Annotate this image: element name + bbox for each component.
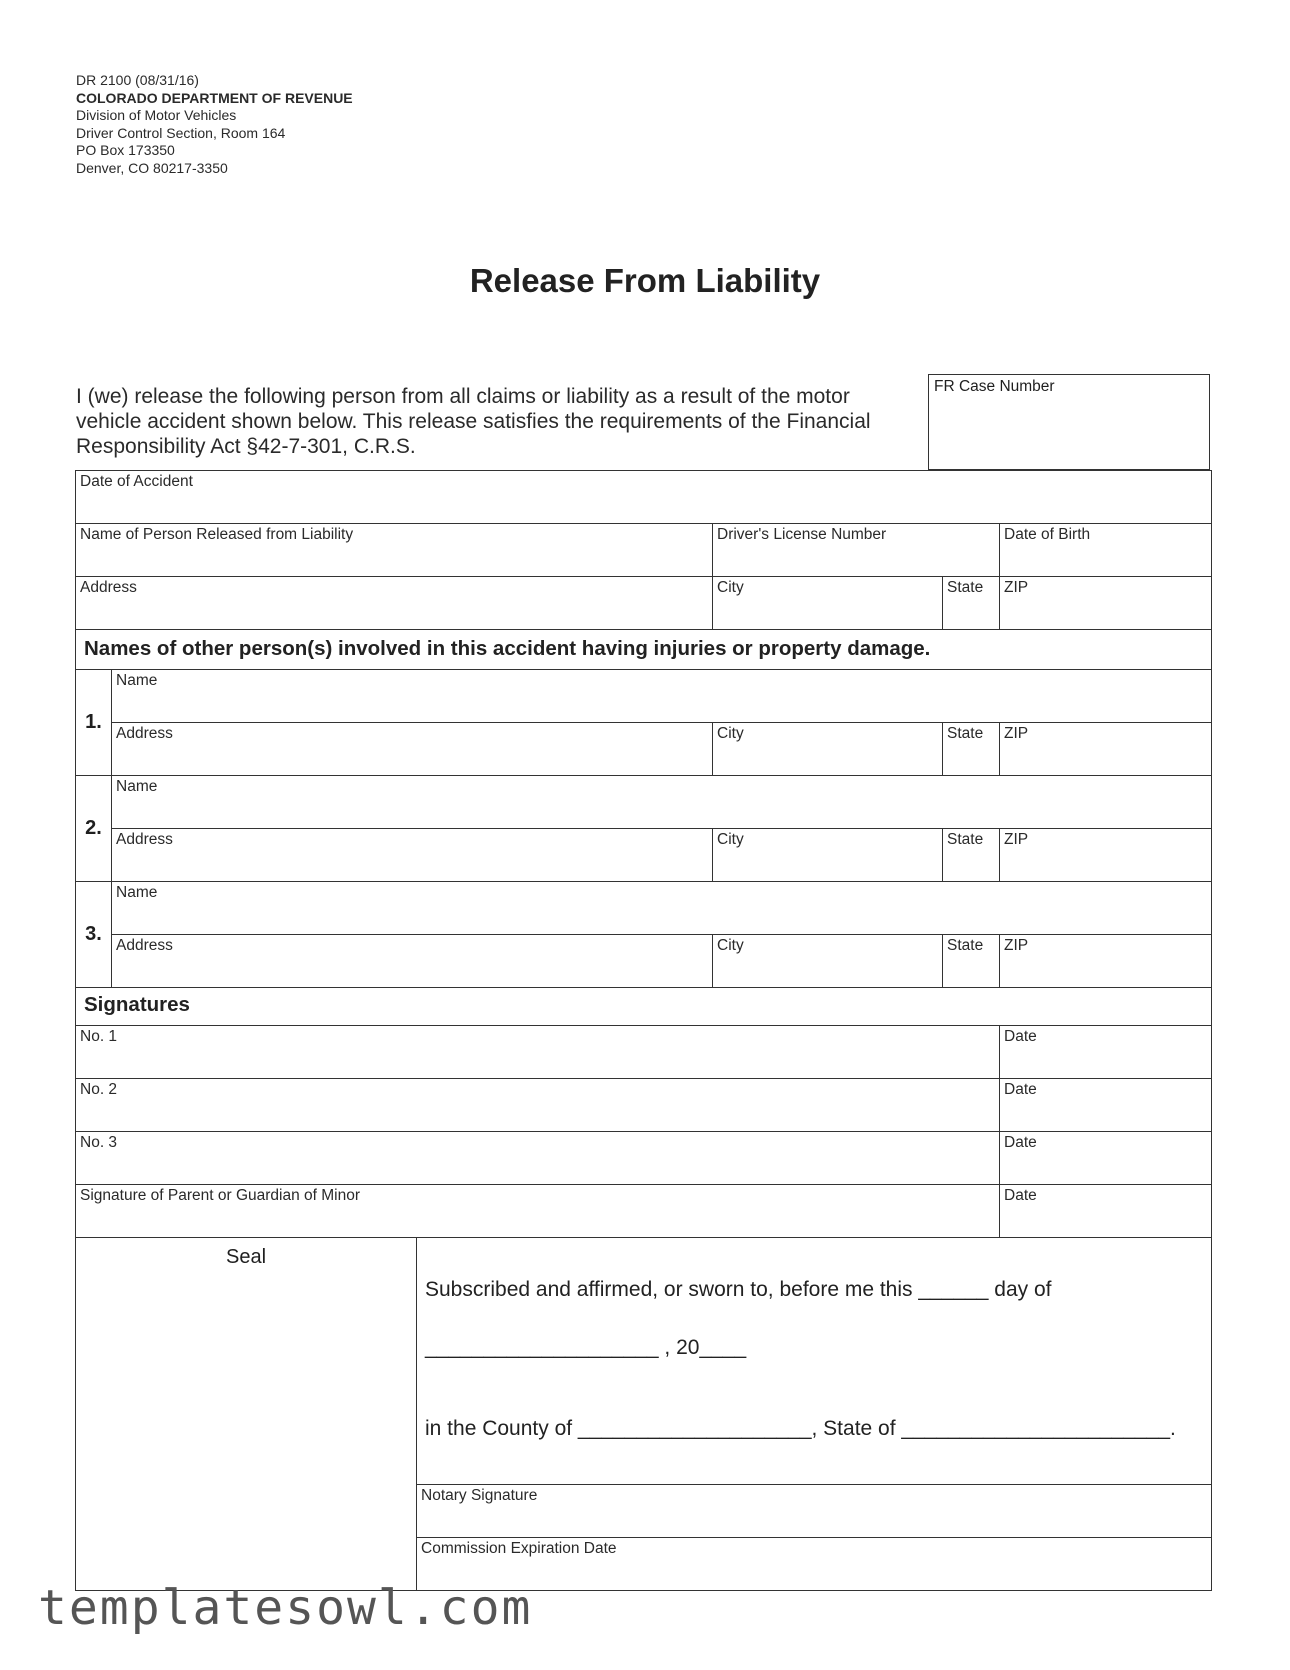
person-3-name-field[interactable] xyxy=(112,882,1212,935)
person-number: 2. xyxy=(76,776,112,882)
notary-line-2: ____________________ , 20____ xyxy=(425,1336,747,1359)
state-label: State xyxy=(947,937,984,954)
signature-1-date-field[interactable] xyxy=(1000,1026,1212,1079)
signature-2-field[interactable] xyxy=(76,1079,1000,1132)
zip-label: ZIP xyxy=(1004,937,1029,954)
signature-1-field[interactable] xyxy=(76,1026,1000,1079)
guardian-signature-field[interactable] xyxy=(76,1185,1000,1238)
form-id: DR 2100 (08/31/16) xyxy=(76,72,199,88)
fr-case-number-label: FR Case Number xyxy=(934,378,1055,395)
form-header xyxy=(76,72,353,178)
date-of-accident-field[interactable] xyxy=(76,471,1212,524)
person-2-state-field[interactable] xyxy=(943,829,1000,882)
signature-label: No. 3 xyxy=(80,1134,118,1151)
signature-3-date-field[interactable] xyxy=(1000,1132,1212,1185)
released-address-field[interactable] xyxy=(76,577,713,630)
released-state-field[interactable] xyxy=(943,577,1000,630)
license-number-field[interactable] xyxy=(713,524,1000,577)
watermark: templatesowl.com xyxy=(38,1580,533,1636)
page-title: Release From Liability xyxy=(469,262,821,299)
zip-label: ZIP xyxy=(1004,831,1029,848)
address-label: Address xyxy=(80,579,137,596)
released-name-field[interactable] xyxy=(76,524,713,577)
zip-label: ZIP xyxy=(1004,725,1029,742)
notary-line-1: Subscribed and affirmed, or sworn to, before me this ______ day of xyxy=(425,1278,1052,1301)
release-form-table xyxy=(75,470,1212,1591)
date-label: Date xyxy=(1004,1081,1037,1098)
released-zip-field[interactable] xyxy=(1000,577,1212,630)
name-label: Name xyxy=(116,672,158,689)
intro-text: I (we) release the following person from all claims or liability as a result of the motor vehicle accident shown below. This release satisfies the requirements of the Financial Responsibility Act §42-7-301, C.R.S. xyxy=(76,385,871,458)
city-label: City xyxy=(717,579,744,596)
date-label: Date xyxy=(1004,1187,1037,1204)
section-name: Driver Control Section, Room 164 xyxy=(76,124,286,141)
seal-area xyxy=(76,1238,417,1591)
date-label: Date xyxy=(1004,1134,1037,1151)
signature-label: No. 1 xyxy=(80,1028,118,1045)
person-3-zip-field[interactable] xyxy=(1000,935,1212,988)
person-1-address-field[interactable] xyxy=(112,723,713,776)
address-label: Address xyxy=(116,725,173,742)
person-1-state-field[interactable] xyxy=(943,723,1000,776)
signature-3-field[interactable] xyxy=(76,1132,1000,1185)
name-label: Name xyxy=(116,778,158,795)
name-label: Name xyxy=(116,884,158,901)
fr-case-number-field[interactable] xyxy=(928,374,1210,470)
notary-line-3: in the County of ____________________, State of _______________________. xyxy=(425,1417,1176,1440)
notary-signature-label: Notary Signature xyxy=(421,1487,538,1504)
date-of-birth-label: Date of Birth xyxy=(1004,526,1091,543)
guardian-signature-label: Signature of Parent or Guardian of Minor xyxy=(80,1187,361,1204)
notary-signature-field[interactable] xyxy=(417,1485,1212,1538)
city-label: City xyxy=(717,725,744,742)
person-1-name-field[interactable] xyxy=(112,670,1212,723)
commission-expiration-label: Commission Expiration Date xyxy=(421,1540,617,1557)
notary-statement xyxy=(417,1238,1212,1485)
commission-expiration-field[interactable] xyxy=(417,1538,1212,1591)
person-2-city-field[interactable] xyxy=(713,829,943,882)
released-city-field[interactable] xyxy=(713,577,943,630)
person-3-address-field[interactable] xyxy=(112,935,713,988)
person-2-name-field[interactable] xyxy=(112,776,1212,829)
address-label: Address xyxy=(116,937,173,954)
date-of-birth-field[interactable] xyxy=(1000,524,1212,577)
guardian-date-field[interactable] xyxy=(1000,1185,1212,1238)
person-3-city-field[interactable] xyxy=(713,935,943,988)
state-label: State xyxy=(947,831,984,848)
date-label: Date xyxy=(1004,1028,1037,1045)
released-name-label: Name of Person Released from Liability xyxy=(80,526,354,543)
person-number: 1. xyxy=(76,670,112,776)
license-number-label: Driver's License Number xyxy=(717,526,887,543)
city-label: City xyxy=(717,831,744,848)
person-1-zip-field[interactable] xyxy=(1000,723,1212,776)
state-label: State xyxy=(947,725,984,742)
person-3-state-field[interactable] xyxy=(943,935,1000,988)
other-persons-heading: Names of other person(s) involved in this accident having injuries or property damage. xyxy=(76,630,1212,670)
address-label: Address xyxy=(116,831,173,848)
person-2-zip-field[interactable] xyxy=(1000,829,1212,882)
city-line: Denver, CO 80217-3350 xyxy=(76,159,228,176)
department-name: COLORADO DEPARTMENT OF REVENUE xyxy=(76,89,353,106)
division-name: Division of Motor Vehicles xyxy=(76,107,237,124)
signature-label: No. 2 xyxy=(80,1081,118,1098)
seal-label: Seal xyxy=(225,1246,267,1268)
signature-2-date-field[interactable] xyxy=(1000,1079,1212,1132)
date-of-accident-label: Date of Accident xyxy=(80,473,193,490)
person-1-city-field[interactable] xyxy=(713,723,943,776)
person-number: 3. xyxy=(76,882,112,988)
signatures-heading: Signatures xyxy=(76,988,1212,1026)
zip-label: ZIP xyxy=(1004,579,1029,596)
po-box: PO Box 173350 xyxy=(76,142,175,159)
city-label: City xyxy=(717,937,744,954)
person-2-address-field[interactable] xyxy=(112,829,713,882)
state-label: State xyxy=(947,579,984,596)
